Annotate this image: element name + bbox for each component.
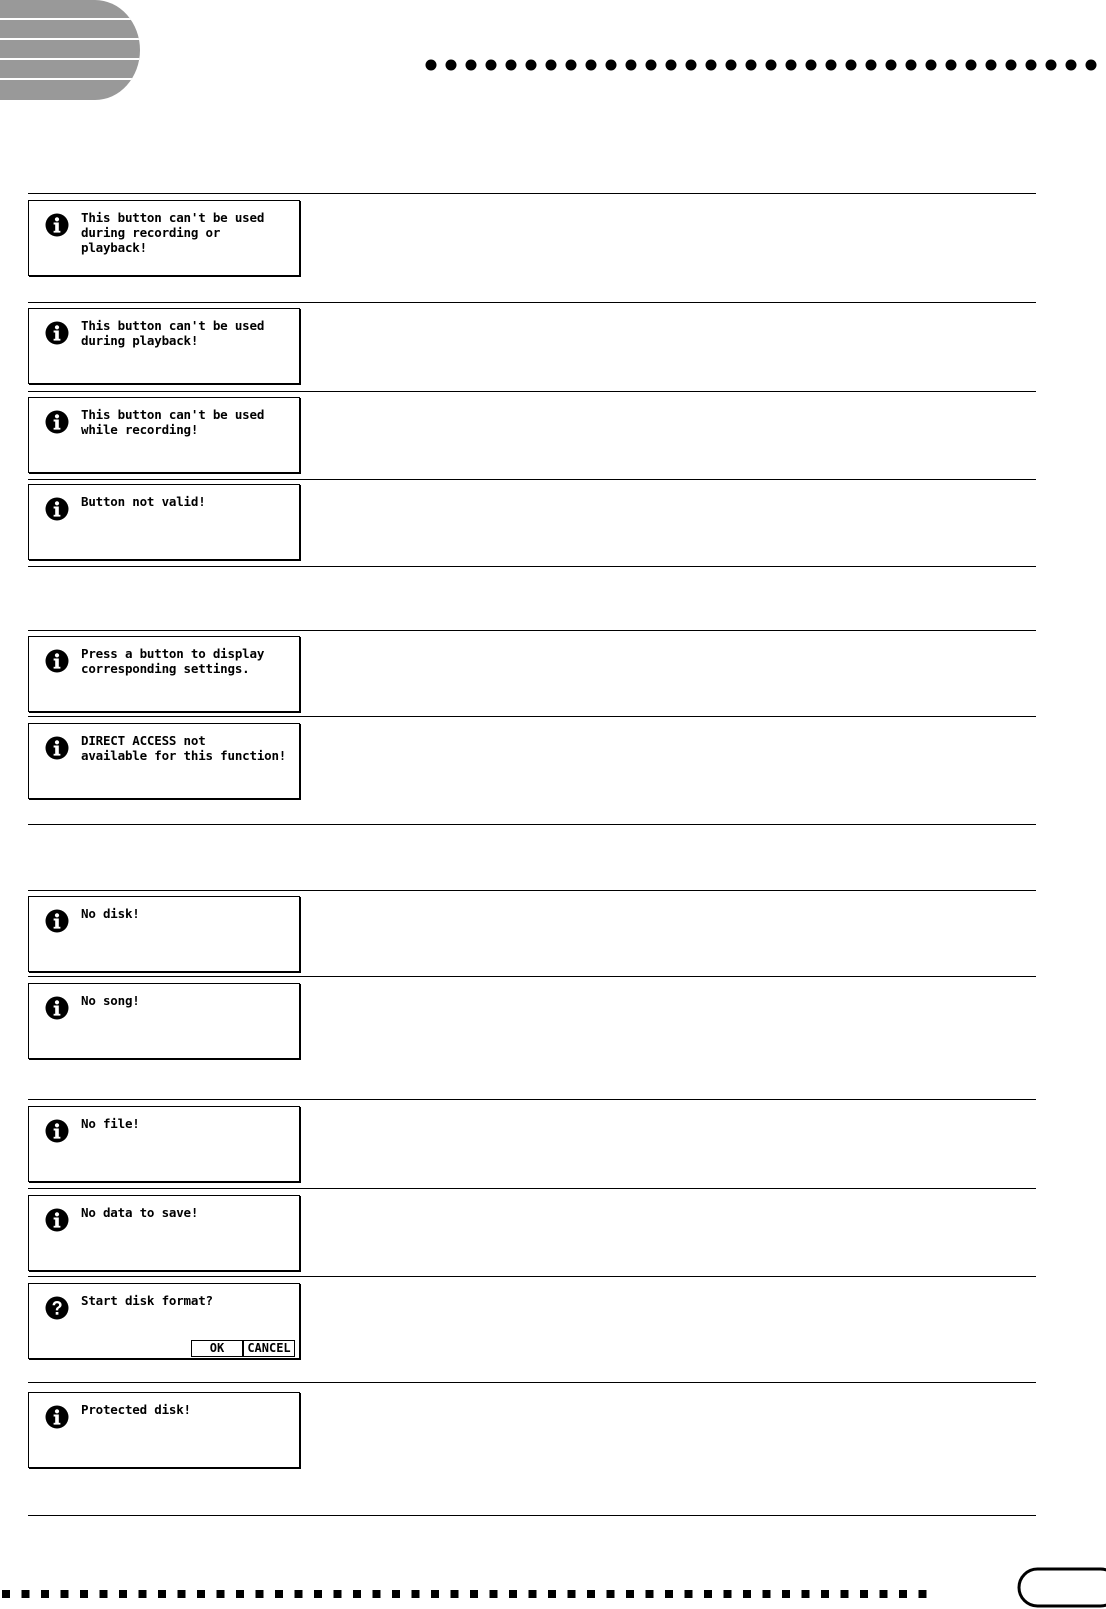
info-icon (45, 736, 69, 760)
message-no-disk (28, 896, 300, 972)
rule (28, 1515, 1036, 1516)
info-icon (45, 321, 69, 345)
message-while-recording (28, 397, 300, 473)
rule (28, 890, 1036, 891)
info-icon (45, 1405, 69, 1429)
rule (28, 302, 1036, 303)
rule (28, 479, 1036, 480)
footer-dot-row (0, 1589, 940, 1599)
header-dot-row (425, 58, 1106, 72)
info-icon (45, 996, 69, 1020)
rule (28, 1099, 1036, 1100)
message-text: Button not valid! (81, 494, 206, 509)
message-text: DIRECT ACCESS not available for this function! (81, 733, 287, 763)
rule (28, 824, 1036, 825)
message-text: No song! (81, 993, 140, 1008)
rule (28, 1276, 1036, 1277)
message-text: This button can't be used while recording! (81, 407, 265, 437)
message-text: No data to save! (81, 1205, 199, 1220)
message-no-data-to-save (28, 1195, 300, 1271)
rule (28, 1382, 1036, 1383)
info-icon (45, 1119, 69, 1143)
message-start-disk-format (28, 1283, 300, 1359)
cancel-button[interactable]: CANCEL (243, 1340, 295, 1357)
rule (28, 193, 1036, 194)
info-icon (45, 410, 69, 434)
message-text: No file! (81, 1116, 140, 1131)
info-icon (45, 909, 69, 933)
message-recording-or-playback (28, 200, 300, 276)
message-protected-disk (28, 1392, 300, 1468)
message-no-song (28, 983, 300, 1059)
message-text: This button can't be used during playback! (81, 318, 265, 348)
page-number-tab (1016, 1566, 1106, 1609)
message-direct-access (28, 723, 300, 799)
rule (28, 716, 1036, 717)
rule (28, 1188, 1036, 1189)
ok-button[interactable]: OK (191, 1340, 243, 1357)
info-icon (45, 649, 69, 673)
message-text: Press a button to display corresponding settings. (81, 646, 265, 676)
message-no-file (28, 1106, 300, 1182)
rule (28, 391, 1036, 392)
rule (28, 566, 1036, 567)
section-tab-graphic (0, 0, 145, 102)
question-icon (45, 1296, 69, 1320)
info-icon (45, 213, 69, 237)
info-icon (45, 497, 69, 521)
message-text: Start disk format? (81, 1293, 213, 1308)
message-press-button (28, 636, 300, 712)
message-text: This button can't be used during recording or playback! (81, 210, 265, 255)
message-button-not-valid (28, 484, 300, 560)
rule (28, 976, 1036, 977)
message-text: Protected disk! (81, 1402, 191, 1417)
message-during-playback (28, 308, 300, 384)
info-icon (45, 1208, 69, 1232)
message-text: No disk! (81, 906, 140, 921)
rule (28, 630, 1036, 631)
